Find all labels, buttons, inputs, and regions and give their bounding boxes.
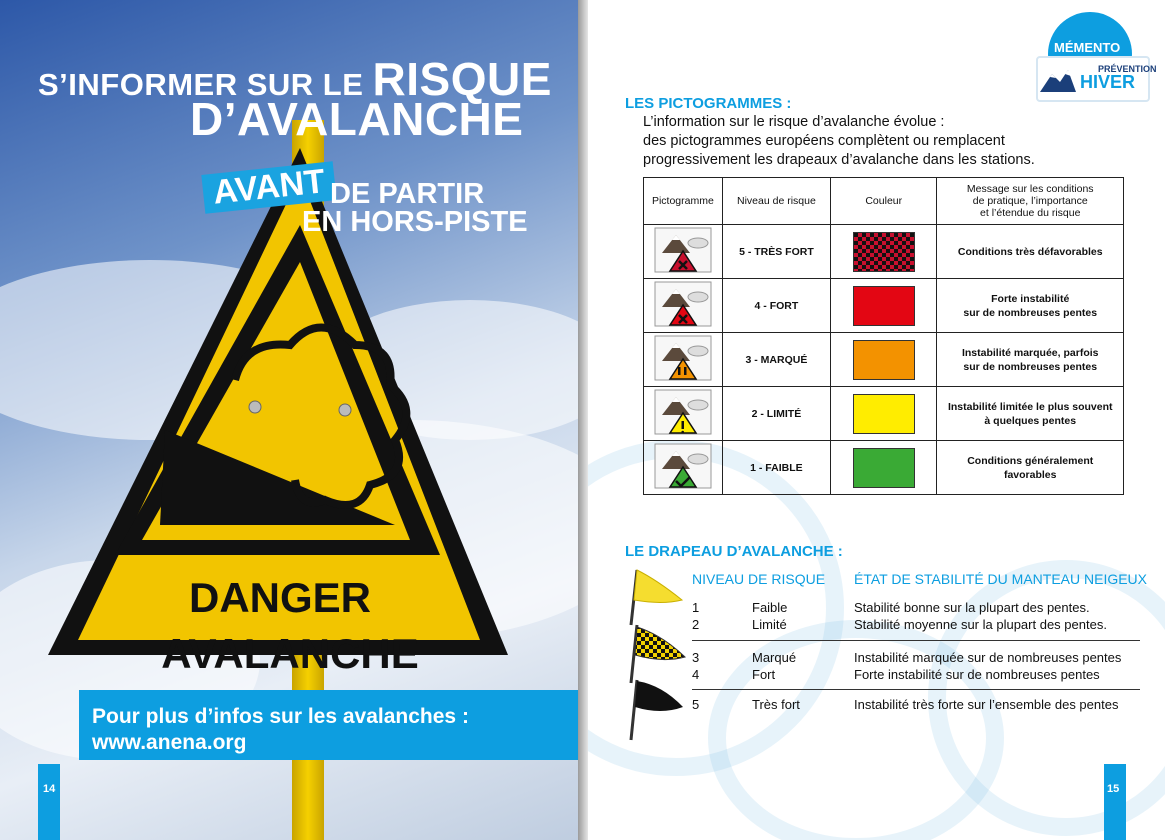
table-header-row	[644, 178, 1124, 225]
flag-divider	[692, 640, 1140, 641]
message-cell	[937, 279, 1124, 333]
flag-row-desc: Forte instabilité sur de nombreuses pentes	[854, 667, 1100, 682]
section-title-pictogrammes: LES PICTOGRAMMES :	[625, 95, 792, 112]
yellow-flag-icon	[634, 570, 682, 603]
flag-row-desc: Instabilité marquée sur de nombreuses pentes	[854, 650, 1122, 665]
flag-col-level: NIVEAU DE RISQUE	[692, 571, 826, 587]
pictogram-table	[643, 177, 1124, 495]
risk-pictogram-icon	[654, 281, 712, 327]
checkered-flag-icon	[635, 627, 685, 660]
message-cell	[937, 441, 1124, 495]
sign-text-danger: DANGER	[188, 574, 372, 621]
color-swatch	[853, 394, 915, 434]
header-level: Niveau de risque	[722, 178, 830, 225]
message-line1: Instabilité marquée, parfois	[961, 346, 1099, 359]
risk-level-cell: 3 - MARQUÉ	[722, 333, 830, 387]
flag-row-name: Marqué	[752, 650, 797, 665]
avalanche-flags-illustration	[625, 565, 695, 745]
table-row	[644, 333, 1124, 387]
message-line1: Conditions très défavorables	[957, 245, 1103, 258]
color-swatch	[853, 232, 915, 272]
risk-pictogram-icon	[654, 389, 712, 435]
mountain-icon	[1040, 66, 1076, 94]
message-line1: Forte instabilité	[991, 292, 1070, 305]
page-number-tab-right	[1104, 764, 1126, 840]
message-cell	[937, 225, 1124, 279]
sign-text-avalanche: AVALANCHE	[161, 630, 419, 677]
color-swatch	[853, 286, 915, 326]
pictogram-cell	[644, 225, 723, 279]
header-color: Couleur	[831, 178, 937, 225]
message-line2: à quelques pentes	[984, 414, 1077, 427]
flag-row-num: 2	[692, 617, 700, 632]
flag-row-num: 4	[692, 667, 700, 682]
risk-level-cell: 4 - FORT	[722, 279, 830, 333]
flag-row-name: Limité	[752, 617, 787, 632]
flag-row-num: 5	[692, 697, 700, 712]
color-cell	[831, 333, 937, 387]
message-line1: Conditions généralement	[967, 454, 1094, 467]
flag-pole	[631, 680, 637, 740]
color-swatch	[853, 340, 915, 380]
risk-pictogram-icon	[654, 227, 712, 273]
intro-line: L’information sur le risque d’avalanche évolue :	[643, 114, 945, 130]
message-cell	[937, 387, 1124, 441]
header-message-l1: Message sur les conditions	[966, 183, 1094, 195]
header-message-l2: de pratique, l’importance	[972, 195, 1088, 207]
hiver-label: HIVER	[1080, 72, 1136, 92]
color-swatch	[853, 448, 915, 488]
message-line2: sur de nombreuses pentes	[963, 306, 1098, 319]
color-cell	[831, 387, 937, 441]
page-title-line2: D’AVALANCHE	[190, 93, 524, 145]
black-flag-icon	[635, 681, 683, 711]
avant-badge: AVANT	[201, 161, 336, 214]
subtitle-line2: EN HORS-PISTE	[302, 206, 528, 238]
intro-line: progressivement les drapeaux d’avalanche dans les stations.	[643, 152, 1035, 168]
flag-row-num: 1	[692, 600, 700, 615]
flag-col-state: ÉTAT DE STABILITÉ DU MANTEAU NEIGEUX	[854, 571, 1148, 587]
risk-level-cell: 1 - FAIBLE	[722, 441, 830, 495]
info-text: Pour plus d’infos sur les avalanches :	[92, 705, 469, 728]
flag-row-name: Faible	[752, 600, 788, 615]
risk-level-cell: 2 - LIMITÉ	[722, 387, 830, 441]
message-line1: Instabilité limitée le plus souvent	[947, 400, 1113, 413]
color-cell	[831, 441, 937, 495]
page-number-left: 14	[43, 783, 56, 795]
info-link[interactable]: www.anena.org	[92, 731, 247, 754]
header-pictogram: Pictogramme	[644, 178, 723, 225]
flag-row-desc: Stabilité bonne sur la plupart des pentes.	[854, 600, 1090, 615]
pictogram-cell	[644, 387, 723, 441]
color-cell	[831, 225, 937, 279]
title-part1: S’INFORMER SUR LE	[38, 67, 364, 102]
risk-pictogram-icon	[654, 443, 712, 489]
pictogram-cell	[644, 333, 723, 387]
message-line2: sur de nombreuses pentes	[963, 360, 1098, 373]
page-number-tab-left	[38, 764, 60, 840]
section-title-drapeau: LE DRAPEAU D’AVALANCHE :	[625, 543, 843, 560]
memento-label: MÉMENTO	[1054, 40, 1121, 55]
subtitle-line1: DE PARTIR	[330, 178, 485, 210]
table-row	[644, 225, 1124, 279]
flag-row-name: Fort	[752, 667, 776, 682]
intro-line: des pictogrammes européens complètent ou remplacent	[643, 133, 1005, 149]
risk-pictogram-icon	[654, 335, 712, 381]
page-number-right: 15	[1107, 783, 1120, 795]
risk-level-cell: 5 - TRÈS FORT	[722, 225, 830, 279]
message-cell	[937, 333, 1124, 387]
message-line2: favorables	[1003, 468, 1057, 481]
header-message	[937, 178, 1124, 225]
table-row	[644, 387, 1124, 441]
prevention-label: PRÉVENTION	[1098, 64, 1157, 74]
flag-row-desc: Stabilité moyenne sur la plupart des pentes.	[854, 617, 1107, 632]
table-row	[644, 441, 1124, 495]
pictogram-cell	[644, 441, 723, 495]
page-gutter	[578, 0, 588, 840]
header-message-l3: et l’étendue du risque	[980, 207, 1081, 219]
flag-divider	[692, 689, 1140, 690]
flag-row-desc: Instabilité très forte sur l’ensemble des pentes	[854, 697, 1119, 712]
table-row	[644, 279, 1124, 333]
flag-row-num: 3	[692, 650, 700, 665]
color-cell	[831, 279, 937, 333]
title-part2: RISQUE	[372, 53, 552, 105]
flag-row-name: Très fort	[752, 697, 800, 712]
pictogram-cell	[644, 279, 723, 333]
